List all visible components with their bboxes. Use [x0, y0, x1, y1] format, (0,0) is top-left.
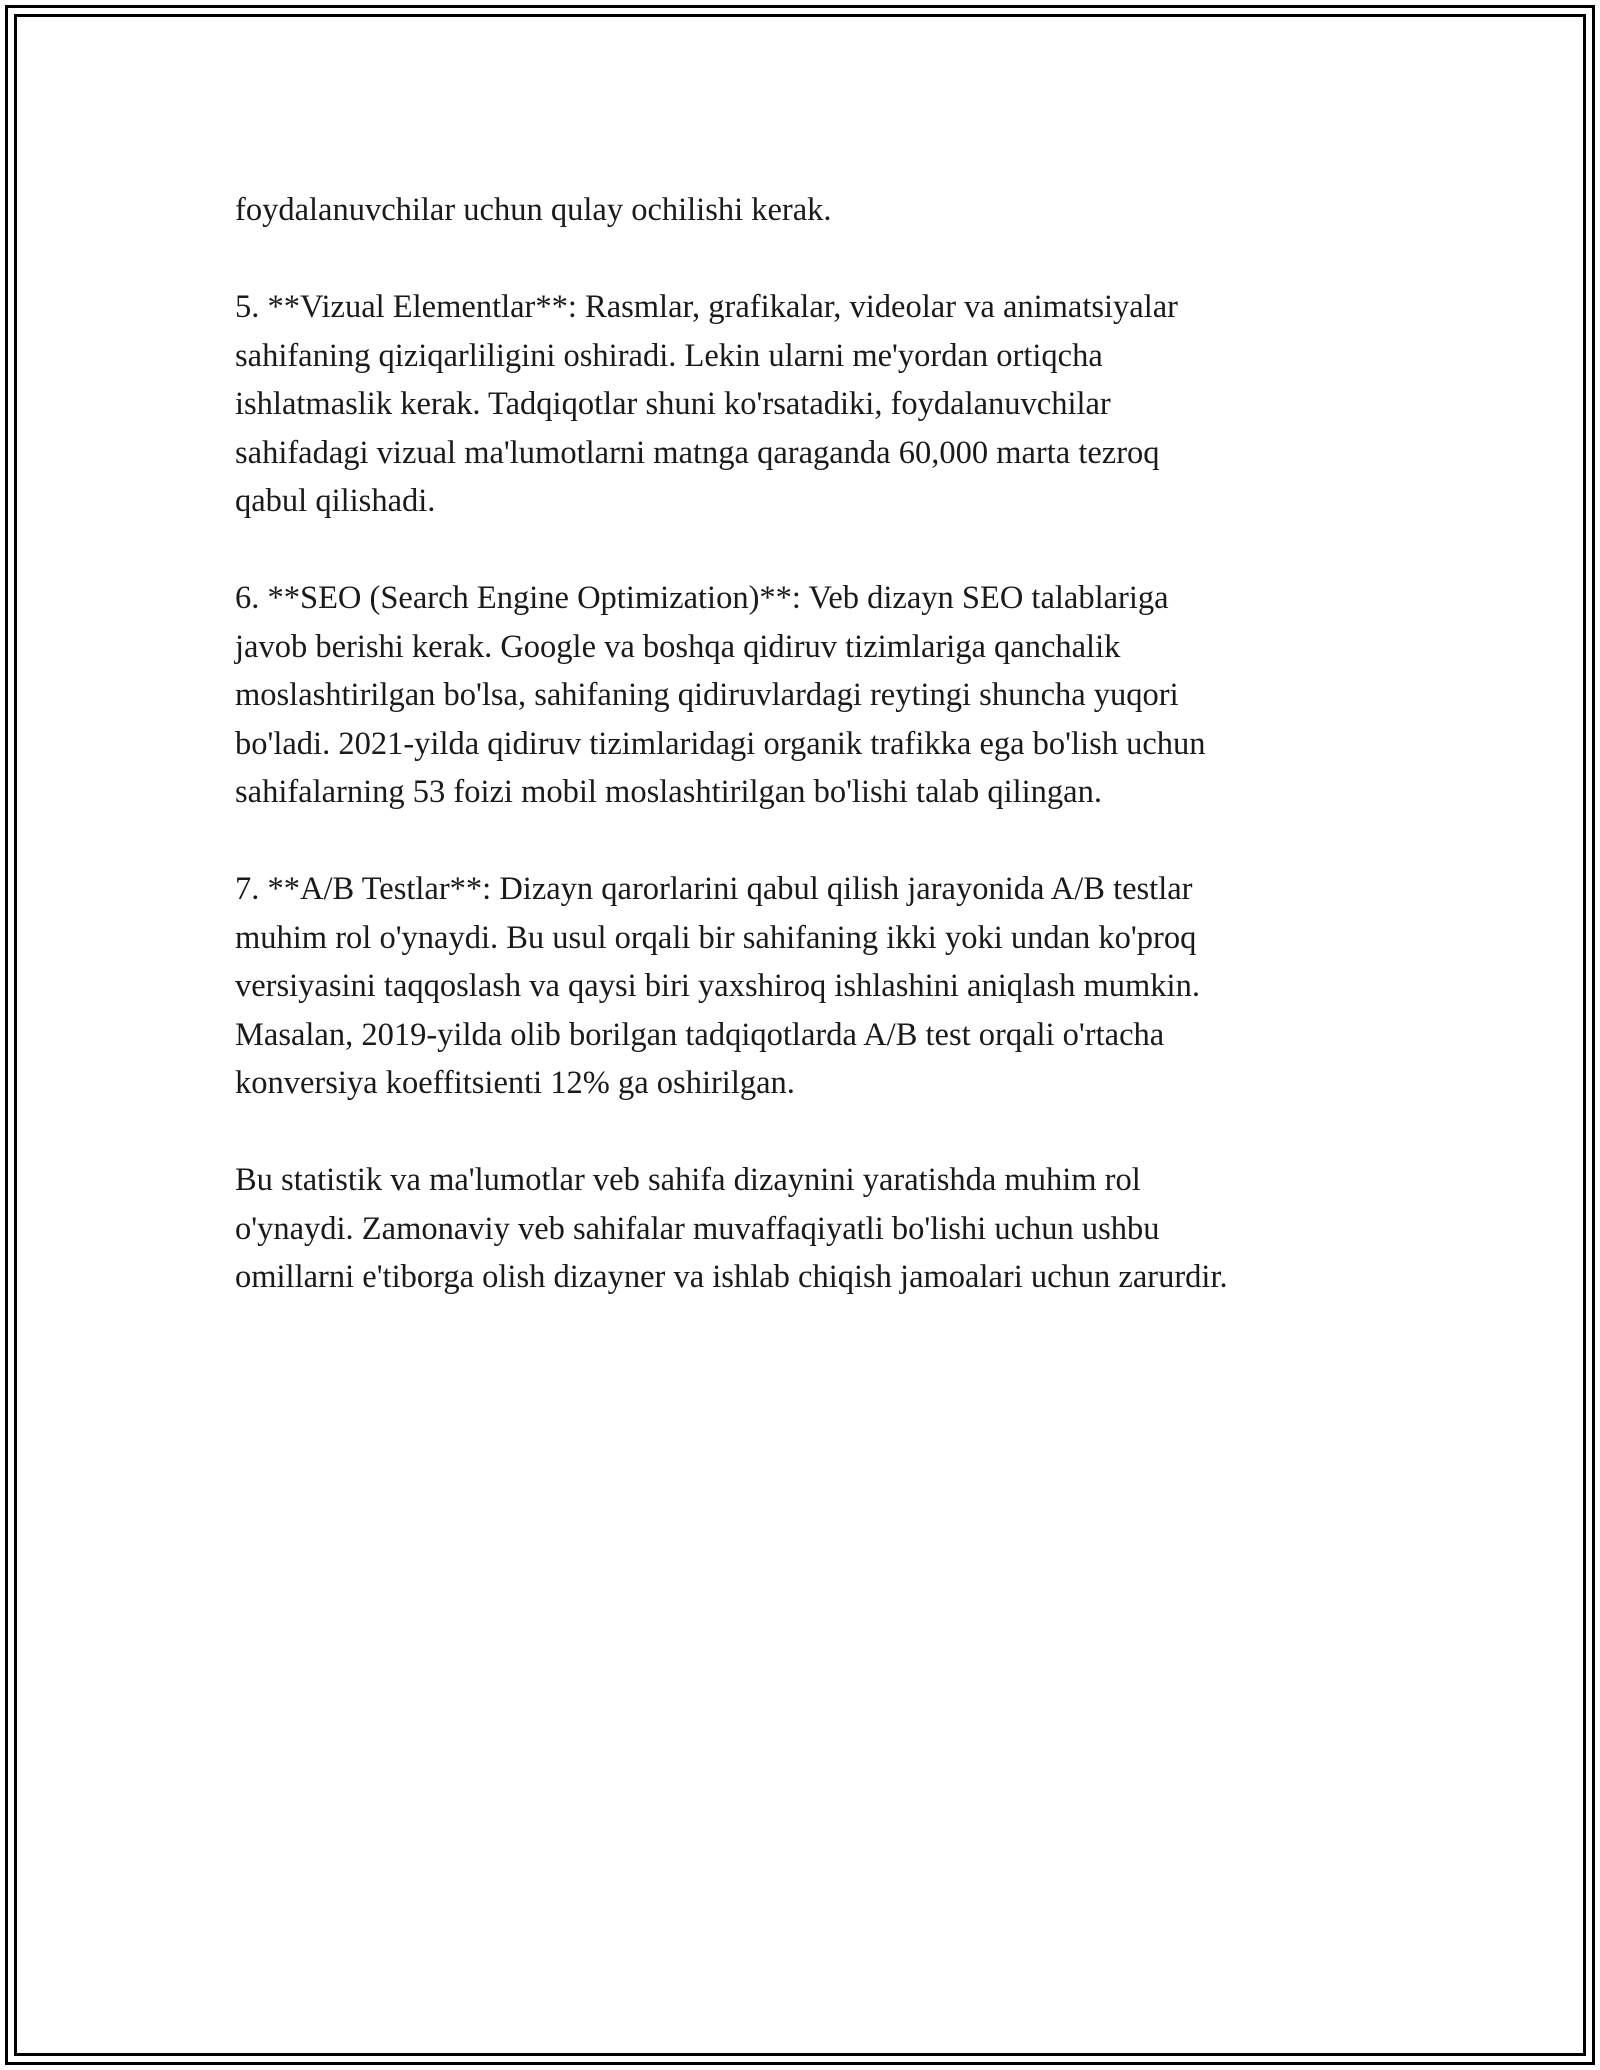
- paragraph-ab-tests: 7. **A/B Testlar**: Dizayn qarorlarini qabul qilish jarayonida A/B testlar muhim rol o'ynaydi. Bu usul orqali bir sahifaning ikki yoki undan ko'proq versiyasini taqqoslash va qaysi biri yaxshiroq ishlashini aniqlash mumkin. Masalan, 2019-yilda olib borilgan tadqiqotlarda A/B test orqali o'rtacha konversiya koeffitsienti 12% ga oshirilgan.: [235, 871, 1200, 1101]
- paragraph-conclusion: Bu statistik va ma'lumotlar veb sahifa dizaynini yaratishda muhim rol o'ynaydi. Zamonaviy veb sahifalar muvaffaqiyatli bo'lishi uchun ushbu omillarni e'tiborga olish dizayner va ishlab chiqish jamoalari uchun zarurdir.: [235, 1162, 1228, 1295]
- paragraph-continuation: foydalanuvchilar uchun qulay ochilishi kerak.: [235, 192, 832, 228]
- paragraph-visual-elements: 5. **Vizual Elementlar**: Rasmlar, grafikalar, videolar va animatsiyalar sahifaning qiziqarliligini oshiradi. Lekin ularni me'yordan ortiqcha ishlatmaslik kerak. Tadqiqotlar shuni ko'rsatadiki, foydalanuvchilar sahifadagi vizual ma'lumotlarni matnga qaraganda 60,000 marta tezroq qabul qilishadi.: [235, 289, 1179, 519]
- paragraph-seo: 6. **SEO (Search Engine Optimization)**: Veb dizayn SEO talablariga javob berishi kerak. Google va boshqa qidiruv tizimlariga qanchalik moslashtirilgan bo'lsa, sahifaning qidiruvlardagi reytingi shuncha yuqori bo'ladi. 2021-yilda qidiruv tizimlaridagi organik trafikka ega bo'lish uchun sahifalarning 53 foizi mobil moslashtirilgan bo'lishi talab qilingan.: [235, 580, 1206, 810]
- document-body: [235, 186, 1395, 1350]
